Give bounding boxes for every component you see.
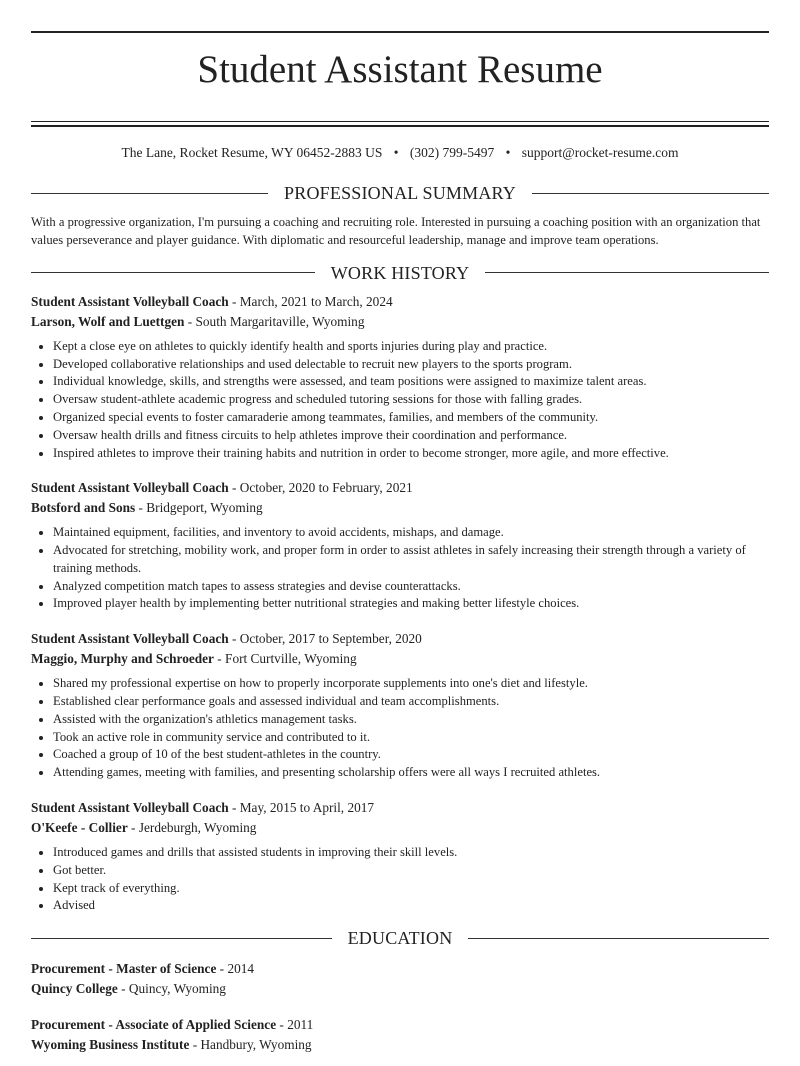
company-name: Larson, Wolf and Luettgen [31,313,185,329]
resume-page [0,31,800,1055]
job-title-line [31,478,769,498]
list-item: • Shared my professional expertise on how to properly incorporate supplements into one's diet and lifestyle. [53,675,769,693]
company-location: Fort Curtville, Wyoming [225,651,357,667]
graduation-year: 2014 [227,961,255,977]
dash: - [135,500,147,516]
job-bullets [31,524,769,613]
school-name: Wyoming Business Institute [31,1037,190,1053]
job-title-line [31,629,769,649]
job-bullets [31,338,769,463]
job-entry [31,478,769,613]
list-item: • Introduced games and drills that assisted students in improving their skill levels. [53,844,769,862]
list-item: • Coached a group of 10 of the best student-athletes in the country. [53,746,769,764]
school-location: Handbury, Wyoming [200,1037,312,1053]
divider-line [31,272,315,273]
education-entry [31,959,769,999]
divider-line [31,193,268,194]
bullet-separator: • [393,145,399,161]
degree: Procurement - Master of Science [31,961,217,977]
bullet-separator: • [505,145,511,161]
dash: - [228,800,240,816]
job-entry [31,798,769,915]
job-entry [31,629,769,782]
dash: - [117,981,129,997]
list-item: • Developed collaborative relationships and used delectable to recruit new players to the sports program. [53,356,769,374]
list-item: • Got better. [53,862,769,880]
dash: - [127,820,139,836]
job-company-line [31,818,769,838]
company-location: Bridgeport, Wyoming [146,500,263,516]
section-header-work-history [31,262,769,284]
degree-line [31,959,769,979]
section-header-summary [31,182,769,204]
list-item: • Improved player health by implementing better nutritional strategies and making better lifestyle choices. [53,595,769,613]
top-rule [31,31,769,33]
section-title: EDUCATION [347,928,453,949]
divider-line [468,938,769,939]
dash: - [276,1017,288,1033]
school-line [31,979,769,999]
list-item: • Attending games, meeting with families, and presenting scholarship offers were all ways I recruited athletes. [53,764,769,782]
job-company-line [31,498,769,518]
job-title: Student Assistant Volleyball Coach [31,800,229,816]
contact-email: support@rocket-resume.com [521,145,679,161]
divider-line [485,272,769,273]
list-item: • Advocated for stretching, mobility work, and proper form in order to assist athletes in safely increasing their strength through a variety of training methods. [53,542,769,578]
company-location: South Margaritaville, Wyoming [195,313,365,329]
company-name: Botsford and Sons [31,500,136,516]
resume-title: Student Assistant Resume [197,48,603,91]
section-header-education [31,927,769,949]
dash: - [189,1037,201,1053]
list-item: • Individual knowledge, skills, and strengths were assessed, and team positions were assigned to maximize talent areas. [53,373,769,391]
divider-line [31,938,332,939]
list-item: • Kept a close eye on athletes to quickly identify health and sports injuries during play and practice. [53,338,769,356]
job-title: Student Assistant Volleyball Coach [31,480,229,496]
job-dates: October, 2017 to September, 2020 [239,631,422,647]
company-name: Maggio, Murphy and Schroeder [31,651,214,667]
degree: Procurement - Associate of Applied Science [31,1017,277,1033]
contact-line [31,144,769,162]
divider-line [532,193,769,194]
contact-phone: (302) 799-5497 [409,145,495,161]
job-title-line [31,292,769,312]
section-title: PROFESSIONAL SUMMARY [284,183,516,204]
contact-address: The Lane, Rocket Resume, WY 06452-2883 US [121,145,383,161]
company-name: O'Keefe - Collier [31,820,128,836]
graduation-year: 2011 [287,1017,314,1033]
work-history-list [31,292,769,916]
title-double-rule [31,121,769,127]
job-company-line [31,312,769,332]
dash: - [228,631,240,647]
dash: - [228,480,240,496]
list-item: • Kept track of everything. [53,880,769,898]
list-item: • Inspired athletes to improve their training habits and nutrition in order to become stronger, more agile, and more effective. [53,445,769,463]
job-dates: March, 2021 to March, 2024 [239,293,393,309]
list-item: • Took an active role in community service and contributed to it. [53,729,769,747]
dash: - [184,313,196,329]
list-item: • Oversaw student-athlete academic progress and scheduled tutoring sessions for those with falling grades. [53,391,769,409]
school-location: Quincy, Wyoming [128,981,226,997]
company-location: Jerdeburgh, Wyoming [138,820,257,836]
summary-text: With a progressive organization, I'm pursuing a coaching and recruiting role. Interested in pursuing a coaching position with an organization that values perseverance and player guidance. With diplomatic and resourceful leadership, manage and improve team operations. [31,215,761,248]
job-dates: May, 2015 to April, 2017 [239,800,375,816]
dash: - [228,293,240,309]
job-title: Student Assistant Volleyball Coach [31,293,229,309]
list-item: • Organized special events to foster camaraderie among teammates, families, and members of the community. [53,409,769,427]
list-item: • Established clear performance goals and assessed individual and team accomplishments. [53,693,769,711]
job-title: Student Assistant Volleyball Coach [31,631,229,647]
job-company-line [31,649,769,669]
school-name: Quincy College [31,981,118,997]
job-title-line [31,798,769,818]
job-bullets [31,844,769,915]
dash: - [213,651,226,667]
job-entry [31,292,769,463]
list-item: • Maintained equipment, facilities, and inventory to avoid accidents, mishaps, and damage. [53,524,769,542]
school-line [31,1035,769,1055]
job-dates: October, 2020 to February, 2021 [239,480,413,496]
dash: - [216,961,228,977]
list-item: • Advised [53,897,769,915]
list-item: • Assisted with the organization's athletics management tasks. [53,711,769,729]
education-entry [31,1015,769,1055]
section-title: WORK HISTORY [330,262,470,283]
list-item: • Oversaw health drills and fitness circuits to help athletes improve their coordination and performance. [53,427,769,445]
list-item: • Analyzed competition match tapes to assess strategies and devise counterattacks. [53,578,769,596]
job-bullets [31,675,769,782]
degree-line [31,1015,769,1035]
